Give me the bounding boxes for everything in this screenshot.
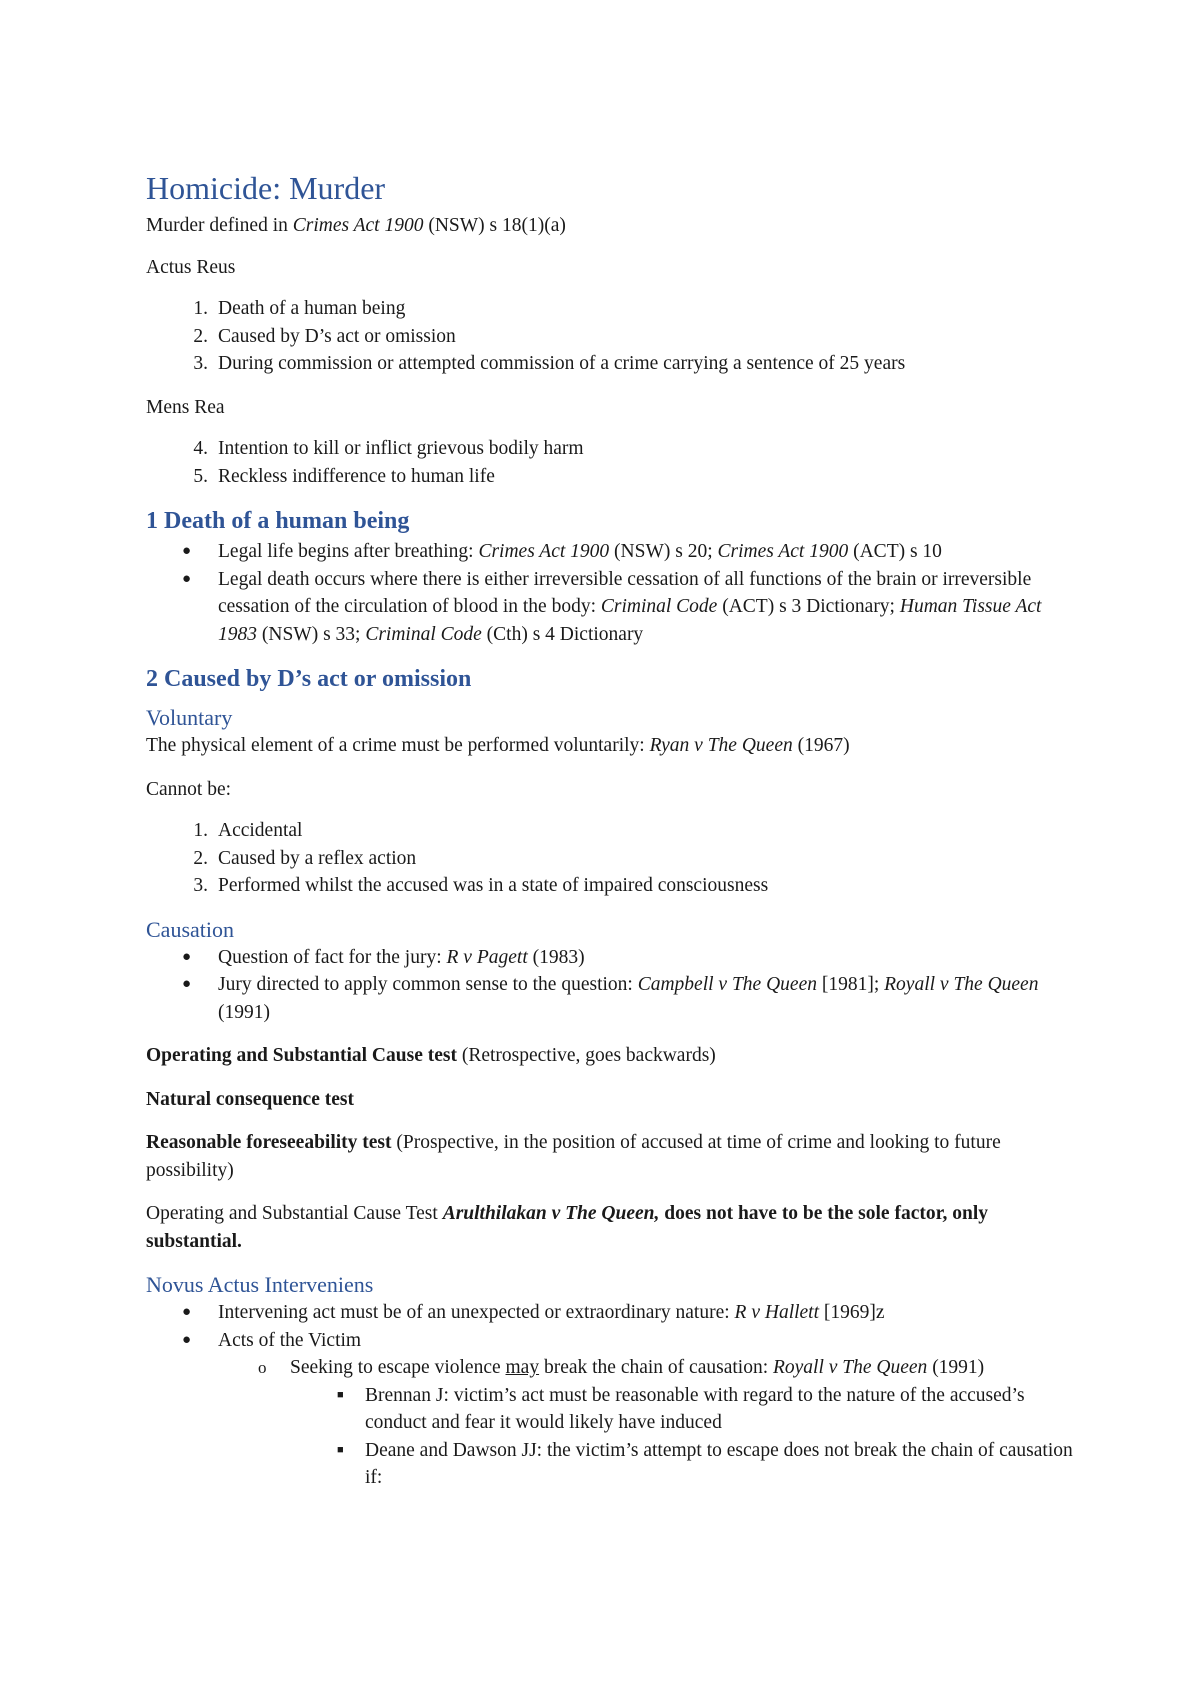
text: Intervening act must be of an unexpected or extraordinary nature: xyxy=(218,1302,735,1323)
citation: Criminal Code xyxy=(365,623,482,645)
list-text: During commission or attempted commission of a crime carrying a sentence of 25 years xyxy=(218,353,906,374)
square-bullet-icon: ■ xyxy=(337,1388,344,1401)
list-item xyxy=(146,435,1076,463)
citation: R v Hallett xyxy=(734,1302,820,1323)
page-title: Homicide: Murder xyxy=(146,170,386,206)
text: Murder defined in xyxy=(146,215,293,236)
text: (NSW) s 33; xyxy=(257,623,366,645)
text: Operating and Substantial Cause Test xyxy=(146,1203,443,1224)
text: The physical element of a crime must be performed voluntarily: xyxy=(146,735,650,756)
square-bullet-icon: ■ xyxy=(337,1443,344,1456)
text: (NSW) s 20; xyxy=(609,541,718,562)
list-item xyxy=(146,323,1076,351)
bullet-icon: ● xyxy=(182,1331,192,1348)
hollow-bullet-icon: o xyxy=(258,1358,267,1377)
list-text: Performed whilst the accused was in a state of impaired consciousness xyxy=(218,875,769,896)
test-name: Natural consequence test xyxy=(146,1088,354,1110)
sub-bullet-list xyxy=(146,1354,1076,1382)
act-citation: Crimes Act 1900 xyxy=(292,215,424,236)
text: Deane and Dawson JJ: the victim’s attempt to escape does not break the chain of causation if: xyxy=(365,1439,1073,1488)
list-item xyxy=(146,1382,1076,1437)
list-text: Caused by D’s act or omission xyxy=(218,325,456,347)
text: (Prospective, in the position of accused at time of crime and looking to future possibility) xyxy=(146,1132,1001,1181)
text: (1991) xyxy=(218,1001,270,1023)
text: (Cth) s 4 Dictionary xyxy=(481,623,644,645)
mens-rea-label: Mens Rea xyxy=(146,396,225,418)
text: break the chain of causation: xyxy=(539,1357,773,1378)
text: Acts of the Victim xyxy=(218,1329,362,1351)
list-item xyxy=(146,872,1076,900)
list-item xyxy=(146,1299,1076,1327)
underlined-text: may xyxy=(505,1357,540,1378)
list-number: 4. xyxy=(193,438,208,459)
text: Brennan J: victim’s act must be reasonable with regard to the nature of the accused’s conduct and fear it would likely have induced xyxy=(365,1384,1025,1433)
list-number: 2. xyxy=(193,325,208,347)
list-item xyxy=(146,538,1076,566)
actus-reus-list xyxy=(146,295,1076,378)
list-text: Accidental xyxy=(218,820,303,841)
subsection-heading: Voluntary xyxy=(146,705,233,730)
citation: Crimes Act 1900 xyxy=(717,541,849,562)
text: [1969]z xyxy=(819,1302,885,1323)
test-name: Reasonable foreseeability test xyxy=(146,1132,392,1153)
list-item xyxy=(146,971,1076,1026)
citation: Campbell v The Queen xyxy=(637,974,817,995)
text: Jury directed to apply common sense to the question: xyxy=(218,974,638,995)
list-number: 2. xyxy=(193,847,208,869)
citation: Human Tissue Act 1983 xyxy=(218,596,1042,645)
citation: Royall v The Queen xyxy=(884,974,1039,995)
text: Question of fact for the jury: xyxy=(218,946,447,968)
section-heading: 2 Caused by D’s act or omission xyxy=(146,666,472,692)
list-item xyxy=(146,1354,1076,1382)
list-item xyxy=(146,845,1076,873)
text: (ACT) s 3 Dictionary; xyxy=(717,596,900,617)
section-heading: 1 Death of a human being xyxy=(146,508,410,534)
subsection-heading: Novus Actus Interveniens xyxy=(146,1272,374,1297)
actus-reus-label: Actus Reus xyxy=(146,256,236,278)
list-text: Reckless indifference to human life xyxy=(218,465,495,487)
bullet-icon: ● xyxy=(182,1304,192,1320)
text: (1991) xyxy=(927,1357,985,1378)
list-item xyxy=(146,295,1076,323)
citation: R v Pagett xyxy=(446,946,528,968)
text: Seeking to escape violence xyxy=(290,1357,506,1378)
mens-rea-list xyxy=(146,435,1076,490)
list-item xyxy=(146,1437,1076,1492)
paragraph xyxy=(146,1200,1076,1255)
list-number: 1. xyxy=(193,820,208,841)
citation: Ryan v The Queen xyxy=(649,735,793,756)
list-item xyxy=(146,350,1076,378)
paragraph xyxy=(146,1042,1076,1070)
text: (1983) xyxy=(527,946,585,968)
subsection-heading: Causation xyxy=(146,916,234,942)
citation: Crimes Act 1900 xyxy=(478,541,610,562)
paragraph xyxy=(146,1129,1076,1184)
list-number: 5. xyxy=(193,465,208,487)
list-text: Death of a human being xyxy=(218,298,406,319)
intro-paragraph xyxy=(146,212,1076,240)
list-item xyxy=(146,1327,1076,1355)
bullet-list xyxy=(146,1299,1076,1354)
list-text: Caused by a reflex action xyxy=(218,847,417,869)
bullet-list xyxy=(146,538,1076,648)
text: (ACT) s 10 xyxy=(848,541,942,562)
emphasis-text: does not have to be the sole factor, only substantial. xyxy=(146,1203,988,1252)
text: Legal death occurs where there is either irreversible cessation of all functions of the brain or irreversible cessation of the circulation of blood in the body: xyxy=(218,568,1032,617)
list-item xyxy=(146,944,1076,972)
list-item xyxy=(146,817,1076,845)
sub-sub-bullet-list xyxy=(219,1382,1076,1492)
numbered-list xyxy=(146,817,1076,900)
list-text: Intention to kill or inflict grievous bodily harm xyxy=(218,438,584,459)
bullet-icon: ● xyxy=(182,570,192,587)
bullet-list xyxy=(146,944,1076,1027)
list-number: 3. xyxy=(193,875,208,896)
text: (Retrospective, goes backwards) xyxy=(456,1045,716,1066)
list-number: 1. xyxy=(193,298,208,319)
bullet-icon: ● xyxy=(182,948,192,965)
list-item xyxy=(146,566,1076,649)
document-body xyxy=(146,168,1076,1492)
list-number: 3. xyxy=(193,353,208,374)
paragraph xyxy=(146,732,1076,760)
citation: Royall v The Queen xyxy=(772,1357,928,1378)
paragraph: Cannot be: xyxy=(146,778,232,800)
text: (NSW) s 18(1)(a) xyxy=(423,215,566,236)
citation: Criminal Code xyxy=(600,596,718,617)
citation: Arulthilakan v The Queen, xyxy=(442,1203,660,1224)
bullet-icon: ● xyxy=(182,976,192,992)
text: (1967) xyxy=(792,735,850,756)
test-name: Operating and Substantial Cause test xyxy=(146,1045,457,1066)
paragraph xyxy=(146,1086,1076,1114)
text: [1981]; xyxy=(816,974,885,995)
bullet-icon: ● xyxy=(182,543,192,559)
text: Legal life begins after breathing: xyxy=(218,541,479,562)
list-item xyxy=(146,463,1076,491)
